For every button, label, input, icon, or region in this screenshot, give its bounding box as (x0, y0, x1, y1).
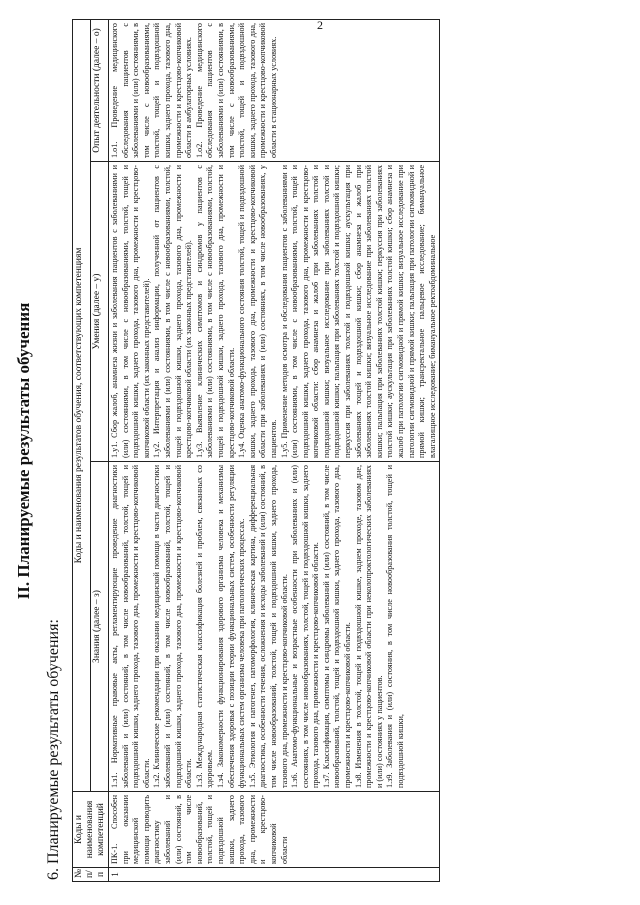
competence-cell: ПК-1. Способен при оказании медицинской помощи проводить диагностику заболеваний и (или) состояний, в том числе новообразований, толстой, тощей и подвздошной кишки, заднего прохода, тазового дна, промежности и крестцово-копчиковой области (109, 792, 440, 868)
skill-item: 1.у4. Оценка анатомо-функционального состояния толстой, тощей и подвздошной кишки, заднего прохода, тазового дна, промежности и крестцово-копчиковой области при заболеваниях и (или) состояниях, в том числе новообразованиях, у пациентов. (237, 165, 278, 458)
section-title: II. Планируемые результаты обучения (14, 302, 33, 600)
experience-cell (109, 19, 440, 161)
experience-item: 1.о2. Проведение медицинского обследования пациентов с заболеваниями и (или) состояниями, в том числе с новообразованиями, толстой, тощей и подвздошной кишки, заднего прохода, тазового дна, промежности и крестцово-копчиковой области в стационарных условиях. (194, 22, 278, 158)
header-knowledge: Знания (далее – з) (91, 462, 109, 792)
knowledge-item: 1.з2. Клинические рекомендации при оказании медицинской помощи в части диагностики заболеваний и (или) состояний, в том числе новообразований, толстой, тощей и подвздошной кишки, заднего прохода, тазового дна, промежности и крестцово-копчиковой области. (152, 465, 194, 788)
rotated-page-content (14, 16, 626, 886)
experience-item: 1.о1. Проведение медицинского обследования пациентов с заболеваниями и (или) состояниями, в том числе с новообразованиями, толстой, тощей и подвздошной кишки, заднего прохода, тазового дна, промежности и крестцово-копчиковой области в амбулаторных условиях. (110, 22, 194, 158)
learning-outcomes-table (72, 19, 440, 882)
header-outcomes-group: Коды и наименования результатов обучения, соответствующих компетенциям (73, 19, 91, 791)
page-number: 2 (317, 18, 323, 32)
skill-item: 1.у5. Применение методов осмотра и обследования пациентов с заболеваниями и (или) состояниями, в том числе с новообразованиями, толстой, тощей и подвздошной кишки, заднего прохода, тазового дна, промежности и крестцово-копчиковой области: сбор анамнеза и жалоб при заболеваниях толстой и подвздошной кишки; визуальное исследование при заболеваниях толстой и подвздошной кишки; пальпация при заболеваниях толстой и подвздошной кишки; перкуссия при заболеваниях толстой и подвздошной кишки; аускультация при заболеваниях тощей и подвздошной кишки; сбор анамнеза и жалоб при заболеваниях толстой кишки; визуальное исследование при заболеваниях толстой кишки; пальпация при заболеваниях толстой кишки; перкуссия при заболеваниях толстой кишки; аускультация при заболеваниях толстой кишки; сбор анамнеза и жалоб при патологии сигмовидной и прямой кишки; визуальное исследование при патологии сигмовидной и прямой кишки; пальпация при патологии сигмовидной и прямой кишки; трансректальное пальцевое исследование; бимануальное влагалищное исследование; бимануальное ректоабдоминальное (279, 165, 437, 458)
row-number: 1 (109, 868, 440, 882)
header-competence: Коды и наименования компетенций (73, 792, 109, 868)
knowledge-item: 1.з5. Этиология и патогенез, патоморфология, клиническая картина, дифференциальная диагностика, особенности течения, осложнения и исходы заболеваний и (или) состояний, в том числе новообразований, толстой, тощей и подвздошной кишки, заднего прохода, тазового дна, промежности и крестцово-копчиковой области. (247, 465, 289, 788)
skill-item: 1.у1. Сбор жалоб, анамнеза жизни и заболевания пациентов с заболеваниями и (или) состояниями, в том числе с новообразованиями, толстой, тощей и подвздошной кишки, заднего прохода, тазового дна, промежности и крестцово-копчиковой области (их законных представителей). (110, 165, 151, 458)
skill-item: 1.у2. Интерпретация и анализ информации, полученной от пациентов с заболеваниями и (или) состояниями, в том числе с новообразованиями, толстой, тощей и подвздошной кишки, заднего прохода, тазового дна, промежности и крестцово-копчиковой области (их законных представителей). (152, 165, 194, 458)
header-num: № п/п (73, 868, 109, 882)
skills-cell (109, 162, 440, 462)
subsection-title: 6. Планируемые результаты обучения: (45, 619, 62, 880)
knowledge-item: 1.з1. Нормативные правовые акты, регламентирующие проведение диагностики заболеваний и (или) состояний, в том числе новообразований, толстой, тощей и подвздошной кишки, заднего прохода, тазового дна, промежности и крестцово-копчиковой области. (110, 465, 151, 788)
knowledge-item: 1.з4. Закономерности функционирования здорового организма человека и механизмы обеспечения здоровья с позиции теории функциональных систем, особенности регуляции функциональных систем организма человека при патологических процессах. (215, 465, 247, 788)
table-row (109, 19, 440, 881)
knowledge-item: 1.з9. Заболевания и (или) состояния, в том числе новообразования толстой, тощей и подвздошной кишки, (385, 465, 406, 788)
knowledge-item: 1.з6. Анатомо-функциональные и возрастные особенности при заболеваниях и (или) состояниях, в том числе новообразованиях, толстой, тощей и подвздошной кишки, заднего прохода, тазового дна, промежности и крестцово-копчиковой области. (290, 465, 321, 788)
knowledge-item: 1.з3. Международная статистическая классификация болезней и проблем, связанных со здоровьем. (194, 465, 215, 788)
knowledge-cell (109, 462, 440, 792)
knowledge-item: 1.з8. Изменения в толстой, тощей и подвздошной кишке, заднем проходе, тазовом дне, промежности и крестцово-копчиковой области при неколопроктологических заболеваниях и (или) состояниях у пациентов. (353, 465, 384, 788)
knowledge-item: 1.з7. Классификация, симптомы и синдромы заболеваний и (или) состояний, в том числе новообразований, толстой, тощей и подвздошной кишки, заднего прохода, тазового дна, промежности и крестцово-копчиковой области. (321, 465, 353, 788)
header-skills: Умения (далее – у) (91, 162, 109, 462)
skill-item: 1.у3. Выявление клинических симптомов и синдромов у пациентов с заболеваниями и (или) состояниями, в том числе с новообразованиями, толстой, тощей и подвздошной кишки, заднего прохода, тазового дна, промежности и крестцово-копчиковой области. (194, 165, 236, 458)
header-experience: Опыт деятельности (далее – о) (91, 19, 109, 161)
